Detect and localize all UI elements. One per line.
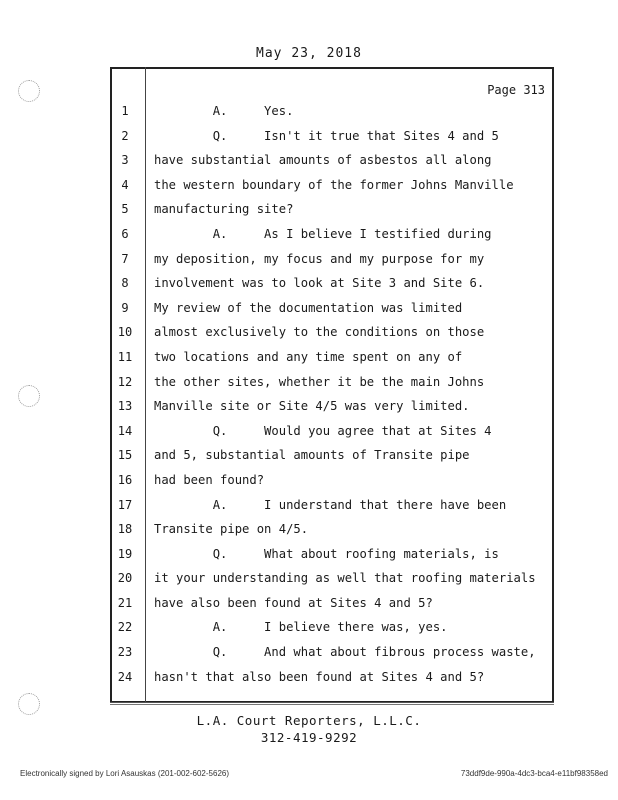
transcript-line [110, 99, 554, 124]
court-reporter-phone: 312-419-9292 [260, 730, 358, 745]
line-text: had been found? [154, 472, 265, 487]
line-text: Transite pipe on 4/5. [154, 522, 309, 537]
line-text: hasn't that also been found at Sites 4 and 5? [154, 669, 485, 684]
line-text: manufacturing site? [154, 202, 294, 217]
line-text: involvement was to look at Site 3 and Site 6. [154, 276, 485, 291]
binder-hole-top [18, 80, 40, 102]
line-text: the western boundary of the former Johns Manville [154, 177, 514, 192]
line-text: and 5, substantial amounts of Transite pipe [154, 448, 470, 463]
transcript-date: May 23, 2018 [256, 46, 362, 61]
page-number: Page 313 [487, 83, 545, 97]
transcript-line [110, 296, 554, 321]
line-number: 21 [117, 595, 133, 610]
electronic-signature-note: Electronically signed by Lori Asauskas (201-002-602-5626) [20, 769, 230, 778]
transcript-line [110, 468, 554, 493]
line-text: my deposition, my focus and my purpose for my [154, 251, 485, 266]
transcript-line [110, 124, 554, 149]
line-number: 18 [117, 522, 133, 537]
frame-bottom-rule [110, 702, 554, 705]
line-text: A. I understand that there have been [154, 497, 507, 512]
line-text: have substantial amounts of asbestos all along [154, 153, 492, 168]
line-number: 20 [117, 571, 133, 586]
line-number: 12 [117, 374, 133, 389]
line-text: have also been found at Sites 4 and 5? [154, 595, 433, 610]
transcript-line [110, 443, 554, 468]
transcript-line [110, 493, 554, 518]
line-text: the other sites, whether it be the main Johns [154, 374, 485, 389]
line-number: 5 [121, 202, 129, 217]
line-number: 3 [121, 153, 129, 168]
line-text: almost exclusively to the conditions on those [154, 325, 485, 340]
transcript-line [110, 148, 554, 173]
transcript-line [110, 419, 554, 444]
line-number: 16 [117, 472, 133, 487]
transcript-line [110, 271, 554, 296]
binder-hole-middle [18, 385, 40, 407]
transcript-line [110, 345, 554, 370]
line-number: 14 [117, 423, 133, 438]
line-number: 24 [117, 669, 133, 684]
transcript-line [110, 173, 554, 198]
transcript-lines [110, 99, 554, 689]
line-text: it your understanding as well that roofing materials [154, 571, 536, 586]
line-number: 23 [117, 645, 133, 660]
transcript-line [110, 665, 554, 690]
line-number: 4 [121, 177, 129, 192]
line-text: A. Yes. [154, 104, 294, 118]
line-number: 11 [117, 349, 133, 364]
line-text: Manville site or Site 4/5 was very limited. [154, 399, 470, 414]
binder-hole-bottom [18, 693, 40, 715]
court-reporter-name: L.A. Court Reporters, L.L.C. [196, 713, 422, 728]
transcript-line [110, 517, 554, 542]
line-text: Q. Would you agree that at Sites 4 [154, 423, 492, 438]
line-number: 10 [117, 325, 133, 340]
document-hash: 73ddf9de-990a-4dc3-bca4-e11bf98358ed [460, 769, 608, 778]
line-text: Q. What about roofing materials, is [154, 546, 499, 561]
line-number: 19 [117, 546, 133, 561]
transcript-line [110, 615, 554, 640]
line-text: A. I believe there was, yes. [154, 620, 448, 635]
transcript-line [110, 640, 554, 665]
line-number: 6 [121, 226, 129, 241]
line-text: Q. Isn't it true that Sites 4 and 5 [154, 128, 499, 143]
transcript-line [110, 394, 554, 419]
transcript-line [110, 542, 554, 567]
line-number: 13 [117, 399, 133, 414]
line-number: 17 [117, 497, 133, 512]
line-text: Q. And what about fibrous process waste, [154, 645, 536, 660]
transcript-line [110, 370, 554, 395]
line-number: 15 [117, 448, 133, 463]
transcript-line [110, 197, 554, 222]
transcript-line [110, 566, 554, 591]
line-text: My review of the documentation was limited [154, 300, 463, 315]
transcript-line [110, 247, 554, 272]
line-number: 2 [121, 128, 129, 143]
transcript-line [110, 591, 554, 616]
line-text: two locations and any time spent on any of [154, 349, 463, 364]
line-number: 9 [121, 300, 129, 315]
line-text: A. As I believe I testified during [154, 226, 492, 241]
transcript-line [110, 222, 554, 247]
line-number: 8 [121, 276, 129, 291]
transcript-line [110, 320, 554, 345]
line-number: 1 [121, 104, 129, 118]
line-number: 7 [121, 251, 129, 266]
line-number: 22 [117, 620, 133, 635]
